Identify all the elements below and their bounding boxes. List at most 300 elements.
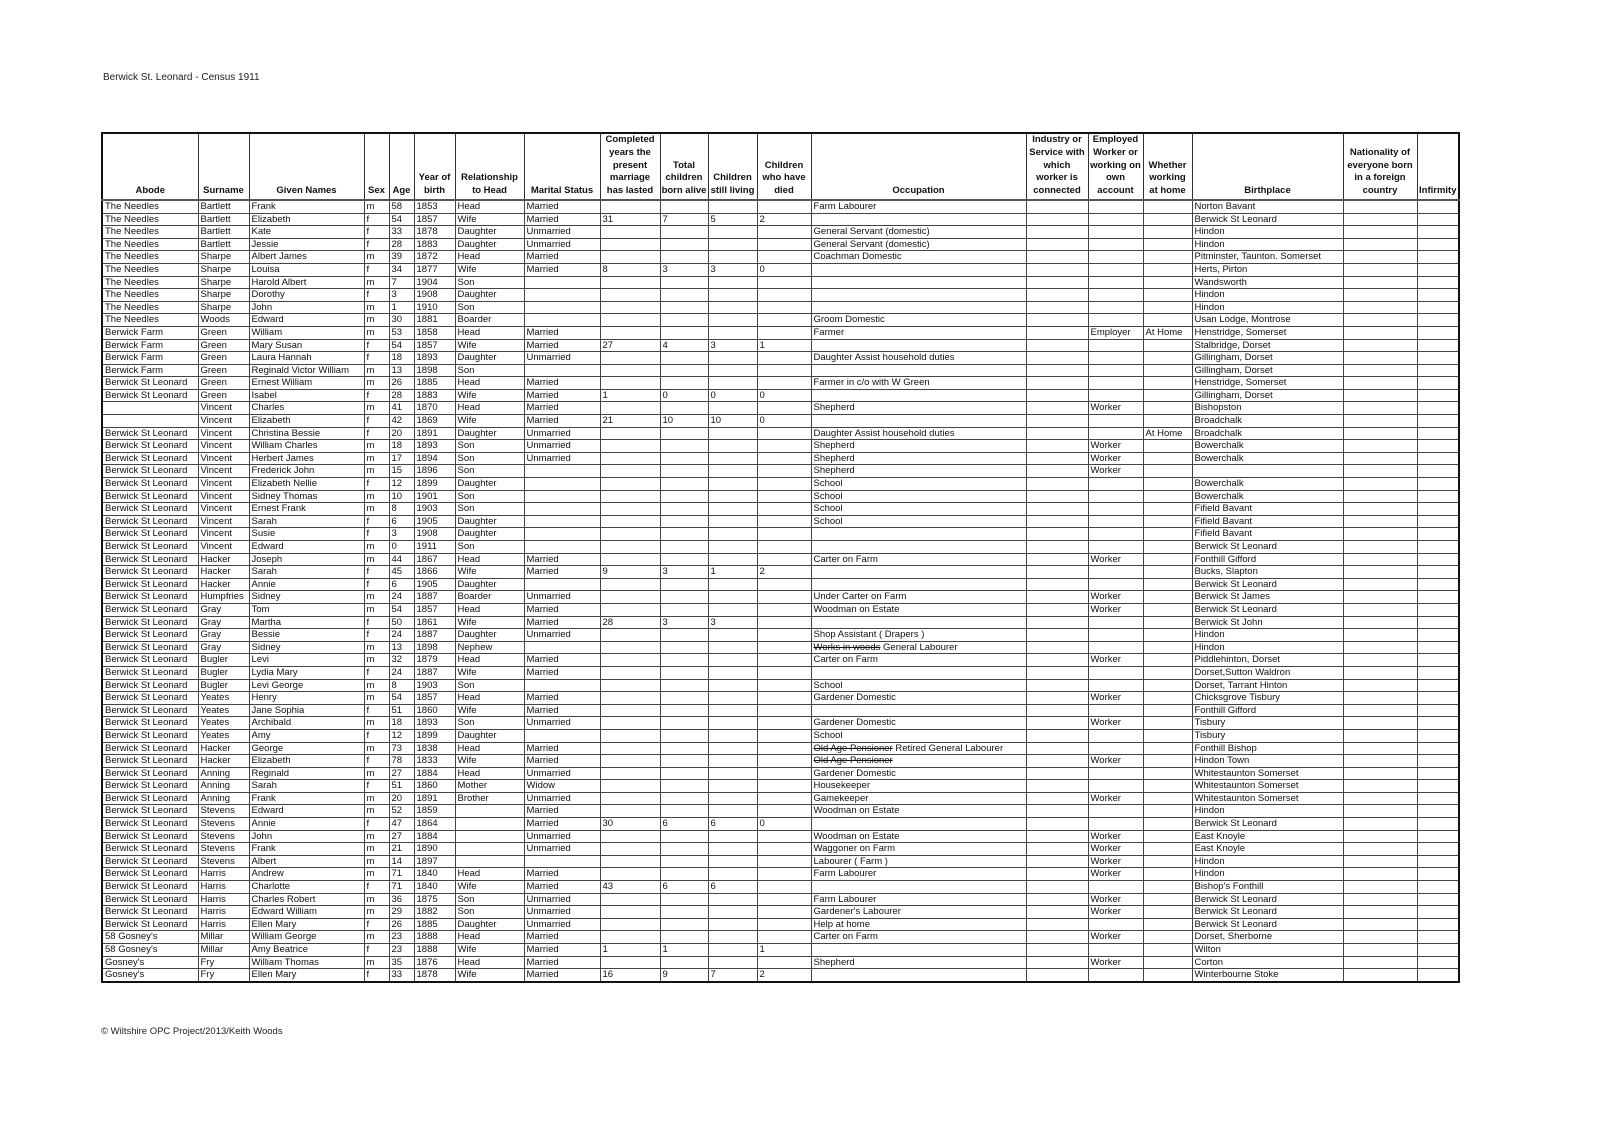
cell-rel: Wife — [455, 704, 524, 717]
cell-industry — [1026, 226, 1088, 239]
cell-occ: School — [811, 503, 1026, 516]
cell-marital: Unmarried — [524, 767, 600, 780]
cell-home — [1143, 654, 1192, 667]
cell-total: 9 — [660, 969, 708, 982]
cell-age: 0 — [389, 541, 414, 554]
cell-given: George — [249, 742, 364, 755]
cell-years — [600, 767, 660, 780]
cell-marital — [524, 679, 600, 692]
cell-sex: m — [364, 893, 389, 906]
cell-given: Elizabeth — [249, 213, 364, 226]
cell-born: 1857 — [414, 692, 455, 705]
cell-died — [757, 805, 811, 818]
cell-sex: m — [364, 767, 389, 780]
cell-employed — [1088, 729, 1143, 742]
cell-given: Martha — [249, 616, 364, 629]
table-row — [102, 591, 1459, 604]
cell-died: 0 — [757, 818, 811, 831]
table-row — [102, 226, 1459, 239]
cell-surname: Green — [198, 326, 249, 339]
cell-died — [757, 742, 811, 755]
cell-birthplace: Bishopston — [1192, 402, 1343, 415]
column-header-died: Children who have died — [757, 133, 811, 200]
cell-living — [708, 603, 757, 616]
table-body — [102, 200, 1459, 982]
cell-occ — [811, 339, 1026, 352]
cell-industry — [1026, 717, 1088, 730]
cell-total — [660, 893, 708, 906]
cell-years: 43 — [600, 881, 660, 894]
cell-born: 1903 — [414, 503, 455, 516]
cell-born: 1872 — [414, 251, 455, 264]
cell-total — [660, 755, 708, 768]
cell-nationality — [1343, 843, 1417, 856]
cell-birthplace: Whitestaunton Somerset — [1192, 767, 1343, 780]
cell-marital — [524, 490, 600, 503]
cell-rel: Wife — [455, 389, 524, 402]
cell-abode: Berwick St Leonard — [102, 578, 198, 591]
cell-total — [660, 515, 708, 528]
cell-industry — [1026, 893, 1088, 906]
cell-industry — [1026, 780, 1088, 793]
cell-occ — [811, 566, 1026, 579]
cell-living — [708, 591, 757, 604]
cell-abode: Berwick St Leonard — [102, 855, 198, 868]
column-header-home: Whether working at home — [1143, 133, 1192, 200]
cell-industry — [1026, 918, 1088, 931]
cell-born: 1899 — [414, 478, 455, 491]
table-row — [102, 566, 1459, 579]
table-row — [102, 377, 1459, 390]
cell-rel: Son — [455, 490, 524, 503]
cell-infirmity — [1417, 755, 1459, 768]
cell-nationality — [1343, 440, 1417, 453]
cell-occ — [811, 755, 1026, 768]
cell-given: Annie — [249, 578, 364, 591]
cell-died — [757, 616, 811, 629]
cell-occ: Waggoner on Farm — [811, 843, 1026, 856]
cell-infirmity — [1417, 200, 1459, 213]
table-row — [102, 578, 1459, 591]
cell-occ: Shepherd — [811, 440, 1026, 453]
cell-years — [600, 402, 660, 415]
cell-given: Sidney — [249, 641, 364, 654]
cell-employed: Worker — [1088, 868, 1143, 881]
cell-birthplace: Tisbury — [1192, 729, 1343, 742]
cell-given: Mary Susan — [249, 339, 364, 352]
cell-surname: Stevens — [198, 855, 249, 868]
cell-nationality — [1343, 352, 1417, 365]
cell-sex: m — [364, 679, 389, 692]
cell-rel: Mother — [455, 780, 524, 793]
cell-born: 1858 — [414, 326, 455, 339]
cell-years — [600, 452, 660, 465]
cell-home — [1143, 868, 1192, 881]
cell-industry — [1026, 755, 1088, 768]
cell-birthplace: Hindon — [1192, 226, 1343, 239]
cell-employed — [1088, 616, 1143, 629]
cell-abode: Berwick Farm — [102, 352, 198, 365]
cell-nationality — [1343, 289, 1417, 302]
cell-employed: Worker — [1088, 465, 1143, 478]
cell-infirmity — [1417, 729, 1459, 742]
cell-years — [600, 465, 660, 478]
cell-total — [660, 843, 708, 856]
cell-occ: School — [811, 679, 1026, 692]
cell-given: Levi George — [249, 679, 364, 692]
cell-total — [660, 490, 708, 503]
cell-born: 1857 — [414, 603, 455, 616]
column-header-marital: Marital Status — [524, 133, 600, 200]
cell-born: 1840 — [414, 868, 455, 881]
cell-abode: Berwick St Leonard — [102, 603, 198, 616]
cell-occ — [811, 276, 1026, 289]
cell-birthplace: Dorset,Sutton Waldron — [1192, 666, 1343, 679]
cell-marital: Unmarried — [524, 843, 600, 856]
cell-died — [757, 200, 811, 213]
cell-living — [708, 654, 757, 667]
cell-employed: Worker — [1088, 553, 1143, 566]
cell-infirmity — [1417, 238, 1459, 251]
cell-nationality — [1343, 881, 1417, 894]
cell-died: 0 — [757, 389, 811, 402]
cell-nationality — [1343, 956, 1417, 969]
cell-born: 1878 — [414, 226, 455, 239]
cell-nationality — [1343, 868, 1417, 881]
table-row — [102, 314, 1459, 327]
cell-born: 1894 — [414, 452, 455, 465]
cell-years: 1 — [600, 944, 660, 957]
cell-occ: Farmer in c/o with W Green — [811, 377, 1026, 390]
cell-living: 1 — [708, 566, 757, 579]
table-row — [102, 238, 1459, 251]
cell-died — [757, 251, 811, 264]
cell-died: 0 — [757, 263, 811, 276]
cell-occ: Labourer ( Farm ) — [811, 855, 1026, 868]
cell-abode: Berwick Farm — [102, 326, 198, 339]
cell-given: Albert James — [249, 251, 364, 264]
table-row — [102, 402, 1459, 415]
cell-surname: Hacker — [198, 566, 249, 579]
cell-birthplace: Dorset, Tarrant Hinton — [1192, 679, 1343, 692]
cell-infirmity — [1417, 931, 1459, 944]
cell-abode: Berwick St Leonard — [102, 503, 198, 516]
cell-given: Elizabeth Nellie — [249, 478, 364, 491]
cell-marital: Married — [524, 742, 600, 755]
cell-birthplace: Berwick St Leonard — [1192, 893, 1343, 906]
cell-nationality — [1343, 906, 1417, 919]
cell-rel: Head — [455, 654, 524, 667]
cell-age: 30 — [389, 314, 414, 327]
cell-employed — [1088, 818, 1143, 831]
cell-industry — [1026, 666, 1088, 679]
cell-total: 1 — [660, 944, 708, 957]
cell-years — [600, 528, 660, 541]
cell-occ: Gardener Domestic — [811, 692, 1026, 705]
cell-nationality — [1343, 591, 1417, 604]
cell-born: 1893 — [414, 717, 455, 730]
cell-marital — [524, 503, 600, 516]
cell-total — [660, 301, 708, 314]
cell-died — [757, 314, 811, 327]
cell-nationality — [1343, 692, 1417, 705]
cell-surname: Vincent — [198, 465, 249, 478]
cell-total — [660, 440, 708, 453]
cell-home — [1143, 755, 1192, 768]
cell-died — [757, 868, 811, 881]
cell-living — [708, 515, 757, 528]
cell-industry — [1026, 818, 1088, 831]
cell-rel: Daughter — [455, 918, 524, 931]
cell-age: 3 — [389, 289, 414, 302]
cell-home — [1143, 566, 1192, 579]
cell-given: John — [249, 301, 364, 314]
cell-employed — [1088, 263, 1143, 276]
cell-rel: Head — [455, 603, 524, 616]
cell-infirmity — [1417, 692, 1459, 705]
cell-abode: The Needles — [102, 301, 198, 314]
cell-employed: Worker — [1088, 452, 1143, 465]
cell-died — [757, 226, 811, 239]
cell-born: 1897 — [414, 855, 455, 868]
cell-home — [1143, 200, 1192, 213]
cell-living — [708, 704, 757, 717]
cell-sex: m — [364, 603, 389, 616]
cell-years: 31 — [600, 213, 660, 226]
cell-sex: m — [364, 553, 389, 566]
cell-nationality — [1343, 755, 1417, 768]
cell-total — [660, 541, 708, 554]
cell-died — [757, 490, 811, 503]
cell-living: 3 — [708, 616, 757, 629]
cell-home — [1143, 818, 1192, 831]
cell-born: 1890 — [414, 843, 455, 856]
cell-occ: Carter on Farm — [811, 553, 1026, 566]
cell-marital: Unmarried — [524, 427, 600, 440]
cell-rel: Head — [455, 200, 524, 213]
cell-marital: Married — [524, 666, 600, 679]
cell-surname: Millar — [198, 944, 249, 957]
cell-given: Jessie — [249, 238, 364, 251]
table-row — [102, 654, 1459, 667]
cell-rel: Son — [455, 465, 524, 478]
cell-died — [757, 364, 811, 377]
cell-abode: The Needles — [102, 251, 198, 264]
cell-occ — [811, 389, 1026, 402]
cell-birthplace: Corton — [1192, 956, 1343, 969]
cell-employed — [1088, 629, 1143, 642]
cell-marital: Unmarried — [524, 906, 600, 919]
cell-sex: f — [364, 427, 389, 440]
cell-rel: Son — [455, 301, 524, 314]
cell-occ: Gamekeeper — [811, 792, 1026, 805]
cell-sex: m — [364, 200, 389, 213]
cell-infirmity — [1417, 679, 1459, 692]
cell-home: At Home — [1143, 427, 1192, 440]
cell-industry — [1026, 591, 1088, 604]
cell-born: 1888 — [414, 944, 455, 957]
cell-rel: Nephew — [455, 641, 524, 654]
cell-born: 1908 — [414, 528, 455, 541]
cell-sex: f — [364, 666, 389, 679]
cell-nationality — [1343, 830, 1417, 843]
cell-occ — [811, 301, 1026, 314]
cell-home — [1143, 490, 1192, 503]
cell-years — [600, 251, 660, 264]
cell-age: 54 — [389, 692, 414, 705]
struck-occupation-text: Old Age Pensioner — [813, 742, 893, 754]
cell-home — [1143, 881, 1192, 894]
cell-marital: Married — [524, 603, 600, 616]
cell-died — [757, 440, 811, 453]
cell-infirmity — [1417, 528, 1459, 541]
cell-given: Archibald — [249, 717, 364, 730]
cell-rel: Head — [455, 931, 524, 944]
cell-employed — [1088, 226, 1143, 239]
cell-living — [708, 440, 757, 453]
cell-years — [600, 906, 660, 919]
column-header-age: Age — [389, 133, 414, 200]
cell-rel: Head — [455, 767, 524, 780]
cell-given: Ellen Mary — [249, 969, 364, 982]
cell-nationality — [1343, 717, 1417, 730]
cell-sex: m — [364, 956, 389, 969]
cell-years — [600, 553, 660, 566]
cell-sex: f — [364, 578, 389, 591]
cell-given: Amy Beatrice — [249, 944, 364, 957]
column-header-nationality: Nationality of everyone born in a foreign country — [1343, 133, 1417, 200]
cell-marital: Unmarried — [524, 440, 600, 453]
cell-infirmity — [1417, 944, 1459, 957]
cell-rel: Son — [455, 440, 524, 453]
cell-sex: f — [364, 238, 389, 251]
cell-living — [708, 717, 757, 730]
cell-rel: Wife — [455, 944, 524, 957]
cell-industry — [1026, 830, 1088, 843]
cell-rel: Daughter — [455, 729, 524, 742]
cell-total — [660, 931, 708, 944]
cell-occ — [811, 616, 1026, 629]
cell-rel: Daughter — [455, 629, 524, 642]
cell-nationality — [1343, 326, 1417, 339]
cell-born: 1898 — [414, 364, 455, 377]
cell-died — [757, 465, 811, 478]
cell-nationality — [1343, 478, 1417, 491]
cell-occ — [811, 704, 1026, 717]
cell-industry — [1026, 415, 1088, 428]
cell-occ — [811, 541, 1026, 554]
table-row — [102, 415, 1459, 428]
cell-occ: Farmer — [811, 326, 1026, 339]
cell-nationality — [1343, 792, 1417, 805]
cell-born: 1881 — [414, 314, 455, 327]
cell-living — [708, 314, 757, 327]
cell-died — [757, 641, 811, 654]
cell-died — [757, 402, 811, 415]
cell-age: 6 — [389, 515, 414, 528]
cell-total: 0 — [660, 389, 708, 402]
cell-infirmity — [1417, 251, 1459, 264]
cell-abode: Gosney's — [102, 969, 198, 982]
cell-given: Edward — [249, 805, 364, 818]
cell-birthplace: Hindon Town — [1192, 755, 1343, 768]
cell-abode: The Needles — [102, 200, 198, 213]
cell-infirmity — [1417, 440, 1459, 453]
table-row — [102, 868, 1459, 881]
cell-industry — [1026, 641, 1088, 654]
cell-died — [757, 276, 811, 289]
cell-born: 1908 — [414, 289, 455, 302]
cell-sex: m — [364, 377, 389, 390]
cell-nationality — [1343, 944, 1417, 957]
cell-surname: Bartlett — [198, 226, 249, 239]
cell-born: 1884 — [414, 767, 455, 780]
cell-employed — [1088, 742, 1143, 755]
cell-industry — [1026, 931, 1088, 944]
cell-abode: Berwick St Leonard — [102, 541, 198, 554]
cell-living — [708, 276, 757, 289]
cell-infirmity — [1417, 352, 1459, 365]
table-row — [102, 918, 1459, 931]
cell-surname: Fry — [198, 969, 249, 982]
cell-born: 1905 — [414, 578, 455, 591]
cell-employed — [1088, 251, 1143, 264]
cell-infirmity — [1417, 213, 1459, 226]
cell-age: 18 — [389, 440, 414, 453]
cell-surname: Gray — [198, 603, 249, 616]
cell-occ: Daughter Assist household duties — [811, 427, 1026, 440]
cell-marital: Married — [524, 755, 600, 768]
cell-total — [660, 742, 708, 755]
cell-living: 3 — [708, 263, 757, 276]
cell-rel: Son — [455, 276, 524, 289]
cell-rel — [455, 805, 524, 818]
cell-home — [1143, 641, 1192, 654]
cell-given: Sarah — [249, 780, 364, 793]
cell-sex: m — [364, 692, 389, 705]
cell-rel: Son — [455, 541, 524, 554]
table-row — [102, 931, 1459, 944]
cell-birthplace: Hindon — [1192, 868, 1343, 881]
cell-occ — [811, 969, 1026, 982]
cell-age: 54 — [389, 339, 414, 352]
cell-nationality — [1343, 742, 1417, 755]
cell-occ — [811, 641, 1026, 654]
cell-living — [708, 200, 757, 213]
cell-nationality — [1343, 805, 1417, 818]
cell-abode: Berwick St Leonard — [102, 389, 198, 402]
cell-rel: Daughter — [455, 238, 524, 251]
cell-born: 1887 — [414, 666, 455, 679]
cell-industry — [1026, 490, 1088, 503]
cell-birthplace: Winterbourne Stoke — [1192, 969, 1343, 982]
cell-nationality — [1343, 818, 1417, 831]
cell-total — [660, 377, 708, 390]
cell-birthplace: Gillingham, Dorset — [1192, 364, 1343, 377]
cell-sex: f — [364, 352, 389, 365]
cell-given: Christina Bessie — [249, 427, 364, 440]
table-row — [102, 629, 1459, 642]
cell-employed: Employer — [1088, 326, 1143, 339]
cell-rel — [455, 818, 524, 831]
cell-home — [1143, 767, 1192, 780]
cell-born: 1876 — [414, 956, 455, 969]
cell-surname: Stevens — [198, 818, 249, 831]
cell-occ: Coachman Domestic — [811, 251, 1026, 264]
cell-sex: m — [364, 830, 389, 843]
cell-home — [1143, 352, 1192, 365]
cell-nationality — [1343, 314, 1417, 327]
